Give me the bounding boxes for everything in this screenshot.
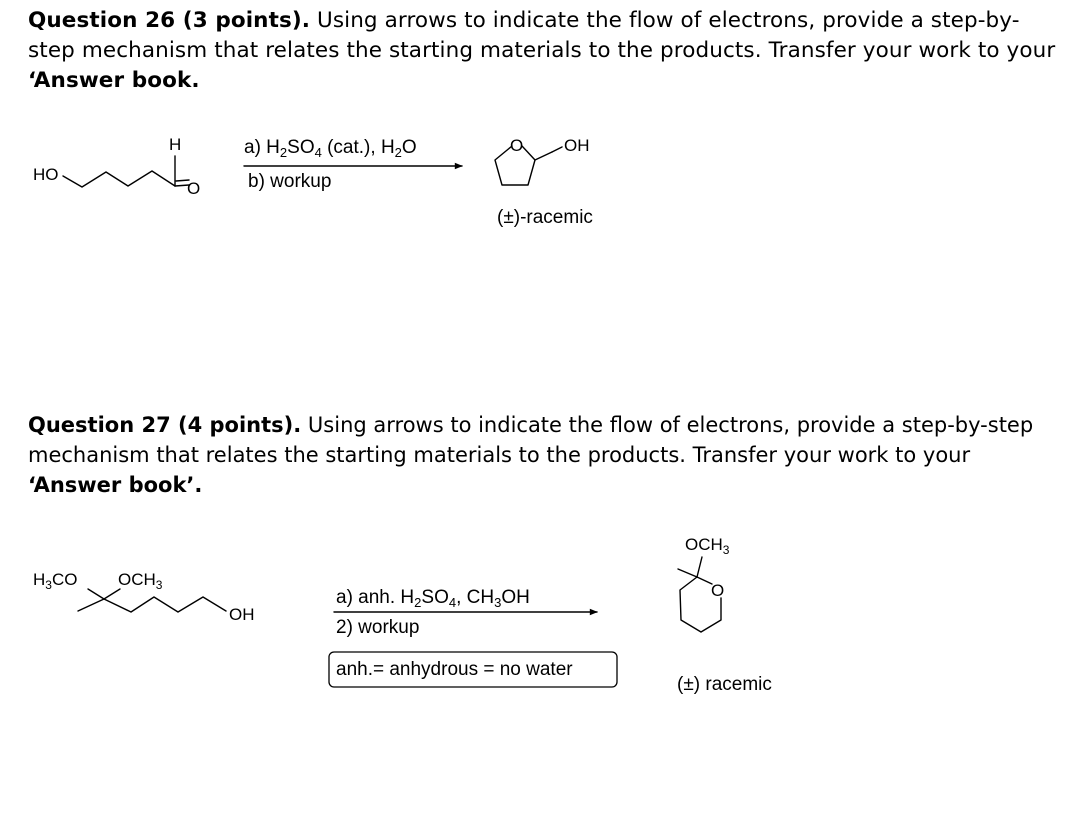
cond26-b: b) workup: [248, 171, 332, 192]
scheme-27: [33, 535, 772, 695]
cond27-b: 2) workup: [336, 617, 420, 638]
racemic-26-label: (±)-racemic: [497, 207, 593, 228]
sm27-och3-label: $OCH_3$: [118, 570, 163, 592]
cond27-a: a) anh. $H_2SO_4$, $CH_3OH$: [336, 587, 530, 610]
prod26-oh-bond: [552, 147, 562, 152]
sm26-o-label: O: [187, 179, 201, 198]
product-27: [677, 535, 772, 695]
conditions-26: [244, 137, 462, 192]
sm27-h3co-label: $H_3CO$: [33, 570, 78, 592]
starting-material-26: [33, 135, 200, 198]
prod27-methyl-bond: [678, 569, 697, 577]
sm26-h-label: H: [169, 135, 182, 154]
question-26-text: Using arrows to indicate the flow of electrons, provide a step-by-step mechanism that relates the starting materials to the products. Transfer your work to your: [28, 8, 1056, 63]
sm27-acetal-bond-2: [104, 589, 120, 599]
scheme-26: [33, 135, 593, 228]
conditions-27: [329, 587, 617, 687]
sm27-carbon-chain: [78, 597, 226, 612]
prod27-och3-label: $OCH_3$: [685, 535, 730, 557]
cond26-a: a) $H_2SO_4$ (cat.), $H_2O$: [244, 137, 417, 160]
prod26-oh-label: OH: [564, 136, 590, 155]
racemic-27-label: (±) racemic: [677, 674, 772, 695]
starting-material-27: [33, 570, 255, 624]
product-26: [495, 136, 593, 228]
question-27-label: Question 27 (4 points).: [28, 413, 302, 437]
question-27-answer-book: ‘Answer book’.: [28, 473, 203, 497]
sm27-oh-label: OH: [229, 605, 255, 624]
sm26-ho-label: HO: [33, 165, 59, 184]
note-27-text: anh.= anhydrous = no water: [336, 659, 573, 680]
prod27-ome-bond: [697, 557, 702, 577]
question-27-text: Using arrows to indicate the flow of electrons, provide a step-by-step mechanism that relates the starting materials to the products. Transfer your work to your: [28, 413, 1034, 467]
question-26-answer-book: ‘Answer book.: [28, 68, 200, 93]
question-26-label: Question 26 (3 points).: [28, 8, 311, 33]
prod26-o-label: O: [510, 136, 524, 155]
prod26-c-o-bond: [535, 152, 552, 160]
sm26-carbon-chain: [63, 171, 175, 187]
sm27-acetal-bond-1: [88, 589, 104, 599]
prod27-o-label: O: [711, 581, 725, 600]
